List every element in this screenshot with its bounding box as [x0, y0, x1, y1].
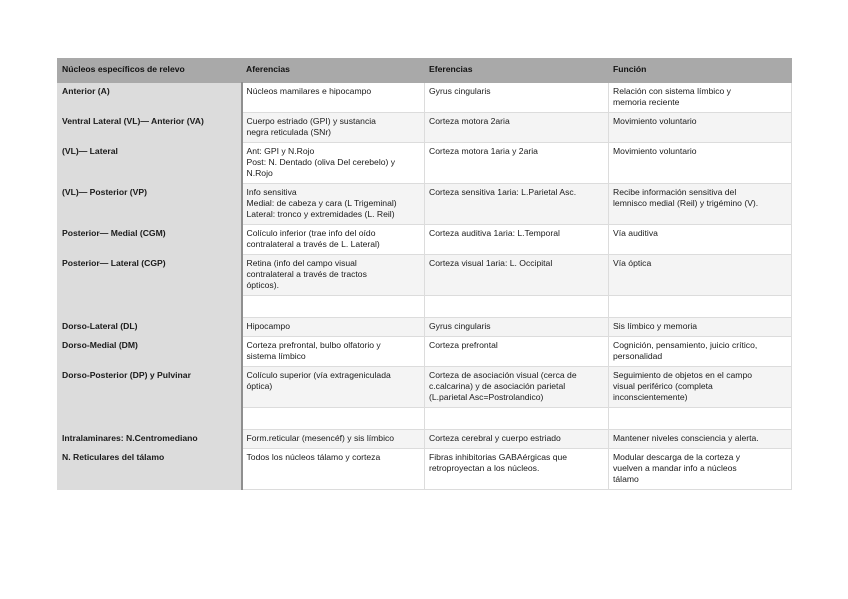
cell-aferencias-line: N.Rojo — [246, 168, 273, 178]
cell-aferencias-line: Cuerpo estriado (GPI) y sustancia — [246, 116, 376, 126]
cell-aferencias-line: Form.reticular (mesencéf) y sis límbico — [246, 433, 395, 443]
cell-eferencias — [425, 255, 609, 296]
cell-aferencias — [242, 83, 425, 113]
cell-eferencias-line: retroproyectan a los núcleos. — [429, 463, 540, 473]
cell-funcion — [609, 449, 792, 490]
header-funcion: Función — [609, 59, 792, 83]
cell-funcion-line: memoria reciente — [613, 97, 680, 107]
cell-eferencias-line: c.calcarina) y de asociación parietal — [429, 381, 566, 391]
cell-eferencias — [425, 184, 609, 225]
cell-eferencias — [425, 408, 609, 430]
cell-aferencias — [242, 296, 425, 318]
table-row — [58, 367, 792, 408]
cell-nucleo: (VL)— Posterior (VP) — [58, 184, 242, 225]
cell-eferencias-line: Corteza cerebral y cuerpo estriado — [429, 433, 561, 443]
cell-funcion-line: vuelven a mandar info a núcleos — [613, 463, 737, 473]
cell-aferencias-line: Retina (info del campo visual — [246, 258, 357, 268]
cell-aferencias — [242, 430, 425, 449]
cell-eferencias-line: Corteza sensitiva 1aria: L.Parietal Asc. — [429, 187, 577, 197]
cell-aferencias-line: Medial: de cabeza y cara (L Trigeminal) — [246, 198, 397, 208]
cell-eferencias-line: Corteza de asociación visual (cerca de — [429, 370, 577, 380]
cell-funcion — [609, 83, 792, 113]
cell-aferencias-line: Hipocampo — [246, 321, 290, 331]
cell-funcion — [609, 296, 792, 318]
cell-aferencias-line: Post: N. Dentado (oliva Del cerebelo) y — [246, 157, 396, 167]
cell-aferencias — [242, 113, 425, 143]
header-eferencias: Eferencias — [425, 59, 609, 83]
table-row — [58, 143, 792, 184]
cell-eferencias-line: Corteza motora 2aria — [429, 116, 510, 126]
cell-aferencias-line: Corteza prefrontal, bulbo olfatorio y — [246, 340, 381, 350]
table-row — [58, 83, 792, 113]
cell-funcion-line: Vía óptica — [613, 258, 652, 268]
cell-funcion-line: Modular descarga de la corteza y — [613, 452, 741, 462]
cell-eferencias — [425, 83, 609, 113]
cell-eferencias-line: Gyrus cingularis — [429, 321, 491, 331]
cell-funcion-line: Sis límbico y memoria — [613, 321, 698, 331]
cell-eferencias — [425, 225, 609, 255]
cell-funcion — [609, 367, 792, 408]
cell-eferencias-line: Fibras inhibitorias GABAérgicas que — [429, 452, 568, 462]
cell-eferencias-line: (L.parietal Asc=Postrolandico) — [429, 392, 544, 402]
cell-funcion — [609, 318, 792, 337]
cell-funcion-line: lemnisco medial (Reil) y trigémino (V). — [613, 198, 759, 208]
cell-aferencias-line: Info sensitiva — [246, 187, 297, 197]
table-body — [58, 83, 792, 490]
cell-eferencias-line: Gyrus cingularis — [429, 86, 491, 96]
table-row — [58, 318, 792, 337]
thalamus-nuclei-table-container — [57, 58, 791, 490]
cell-eferencias — [425, 430, 609, 449]
cell-aferencias — [242, 184, 425, 225]
table-row — [58, 449, 792, 490]
cell-aferencias-line: Todos los núcleos tálamo y corteza — [246, 452, 381, 462]
cell-nucleo: Posterior— Lateral (CGP) — [58, 255, 242, 296]
cell-eferencias — [425, 143, 609, 184]
cell-eferencias-line: Corteza visual 1aria: L. Occipital — [429, 258, 553, 268]
cell-eferencias-line: Corteza motora 1aria y 2aria — [429, 146, 538, 156]
cell-funcion — [609, 113, 792, 143]
cell-nucleo: Anterior (A) — [58, 83, 242, 113]
cell-funcion-line: personalidad — [613, 351, 663, 361]
cell-eferencias — [425, 337, 609, 367]
cell-aferencias-line: Colículo superior (vía extrageniculada — [246, 370, 391, 380]
cell-funcion-line: visual periférico (completa — [613, 381, 713, 391]
cell-funcion — [609, 255, 792, 296]
cell-eferencias — [425, 113, 609, 143]
cell-funcion-line: Vía auditiva — [613, 228, 658, 238]
cell-nucleo: Ventral Lateral (VL)— Anterior (VA) — [58, 113, 242, 143]
cell-eferencias-line: Corteza prefrontal — [429, 340, 498, 350]
cell-funcion-line: Cognición, pensamiento, juicio crítico, — [613, 340, 758, 350]
cell-eferencias — [425, 367, 609, 408]
cell-nucleo — [58, 408, 242, 430]
cell-nucleo: (VL)— Lateral — [58, 143, 242, 184]
cell-funcion — [609, 430, 792, 449]
cell-aferencias-line: Núcleos mamilares e hipocampo — [246, 86, 372, 96]
cell-aferencias — [242, 449, 425, 490]
table-row — [58, 184, 792, 225]
cell-aferencias-line: sistema límbico — [246, 351, 306, 361]
table-row — [58, 225, 792, 255]
cell-funcion — [609, 143, 792, 184]
cell-eferencias — [425, 318, 609, 337]
cell-aferencias — [242, 367, 425, 408]
cell-funcion — [609, 184, 792, 225]
table-row — [58, 337, 792, 367]
cell-funcion-line: inconscientemente) — [613, 392, 688, 402]
cell-funcion-line: Mantener niveles consciencia y alerta. — [613, 433, 759, 443]
cell-eferencias — [425, 296, 609, 318]
cell-funcion-line: Recibe información sensitiva del — [613, 187, 737, 197]
cell-eferencias-line: Corteza auditiva 1aria: L.Temporal — [429, 228, 560, 238]
cell-aferencias — [242, 408, 425, 430]
cell-aferencias — [242, 255, 425, 296]
cell-funcion-line: Movimiento voluntario — [613, 116, 697, 126]
cell-aferencias — [242, 337, 425, 367]
cell-aferencias-line: contralateral a través de L. Lateral) — [246, 239, 380, 249]
cell-aferencias-line: óptica) — [246, 381, 273, 391]
cell-nucleo — [58, 296, 242, 318]
thalamus-nuclei-table — [57, 58, 792, 490]
table-row — [58, 408, 792, 430]
cell-nucleo: N. Reticulares del tálamo — [58, 449, 242, 490]
cell-nucleo: Dorso-Lateral (DL) — [58, 318, 242, 337]
table-header-row — [58, 59, 792, 83]
cell-nucleo: Dorso-Medial (DM) — [58, 337, 242, 367]
table-row — [58, 113, 792, 143]
cell-funcion — [609, 408, 792, 430]
cell-aferencias — [242, 143, 425, 184]
cell-aferencias — [242, 318, 425, 337]
cell-aferencias-line: ópticos). — [246, 280, 279, 290]
cell-funcion — [609, 225, 792, 255]
cell-aferencias-line: Lateral: tronco y extremidades (L. Reil) — [246, 209, 395, 219]
cell-aferencias-line: contralateral a través de tractos — [246, 269, 367, 279]
cell-funcion-line: Seguimiento de objetos en el campo — [613, 370, 753, 380]
cell-aferencias — [242, 225, 425, 255]
cell-aferencias-line: negra reticulada (SNr) — [246, 127, 332, 137]
cell-funcion-line: Relación con sistema límbico y — [613, 86, 731, 96]
header-nucleos: Núcleos específicos de relevo — [58, 59, 242, 83]
cell-aferencias-line: Colículo inferior (trae info del oído — [246, 228, 376, 238]
cell-funcion-line: tálamo — [613, 474, 639, 484]
cell-eferencias — [425, 449, 609, 490]
header-aferencias: Aferencias — [242, 59, 425, 83]
table-row — [58, 255, 792, 296]
table-row — [58, 296, 792, 318]
cell-nucleo: Dorso-Posterior (DP) y Pulvinar — [58, 367, 242, 408]
cell-funcion — [609, 337, 792, 367]
cell-aferencias-line: Ant: GPI y N.Rojo — [246, 146, 315, 156]
cell-nucleo: Posterior— Medial (CGM) — [58, 225, 242, 255]
table-row — [58, 430, 792, 449]
cell-funcion-line: Movimiento voluntario — [613, 146, 697, 156]
cell-nucleo: Intralaminares: N.Centromediano — [58, 430, 242, 449]
